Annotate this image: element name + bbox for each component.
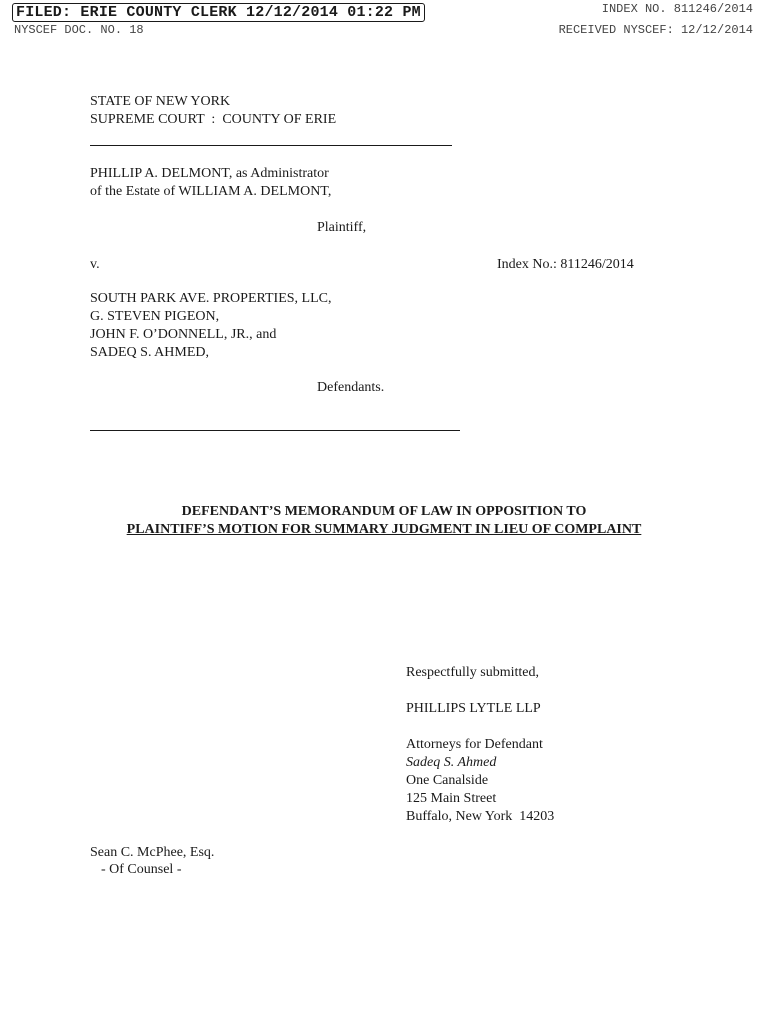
defendant-name: G. STEVEN PIGEON,: [90, 309, 220, 324]
respectfully-submitted: Respectfully submitted,: [406, 665, 539, 680]
defendant-name: JOHN F. O’DONNELL, JR., and: [90, 327, 277, 342]
title-line1: DEFENDANT’S MEMORANDUM OF LAW IN OPPOSITION TO: [181, 504, 587, 519]
address-line3: Buffalo, New York 14203: [406, 809, 555, 824]
law-firm-name: PHILLIPS LYTLE LLP: [406, 701, 541, 716]
client-name: Sadeq S. Ahmed: [406, 755, 497, 770]
document-title: [0, 503, 768, 539]
attorneys-for: Attorneys for Defendant: [406, 737, 543, 752]
plaintiff-name-line2: of the Estate of WILLIAM A. DELMONT,: [90, 184, 332, 199]
received-nyscef-date: RECEIVED NYSCEF: 12/12/2014: [558, 23, 753, 37]
counsel-name: Sean C. McPhee, Esq.: [90, 845, 215, 860]
defendant-name: SADEQ S. AHMED,: [90, 345, 210, 360]
plaintiff-label: Plaintiff,: [317, 220, 367, 235]
state-heading: STATE OF NEW YORK: [90, 94, 231, 109]
defendants-label: Defendants.: [317, 380, 385, 395]
nyscef-doc-number: NYSCEF DOC. NO. 18: [14, 23, 144, 37]
versus: v.: [90, 257, 100, 272]
counsel-role: - Of Counsel -: [101, 862, 182, 877]
header-index-number: INDEX NO. 811246/2014: [601, 2, 753, 16]
court-heading: SUPREME COURT : COUNTY OF ERIE: [90, 112, 337, 127]
caption-bottom-rule: [90, 430, 460, 431]
filed-stamp: FILED: ERIE COUNTY CLERK 12/12/2014 01:22 PM: [12, 3, 425, 22]
title-line2: PLAINTIFF’S MOTION FOR SUMMARY JUDGMENT IN LIEU OF COMPLAINT: [126, 522, 642, 537]
index-number: Index No.: 811246/2014: [497, 257, 634, 272]
plaintiff-name-line1: PHILLIP A. DELMONT, as Administrator: [90, 166, 329, 181]
caption-top-rule: [90, 145, 452, 146]
address-line1: One Canalside: [406, 773, 489, 788]
address-line2: 125 Main Street: [406, 791, 497, 806]
defendant-name: SOUTH PARK AVE. PROPERTIES, LLC,: [90, 291, 332, 306]
